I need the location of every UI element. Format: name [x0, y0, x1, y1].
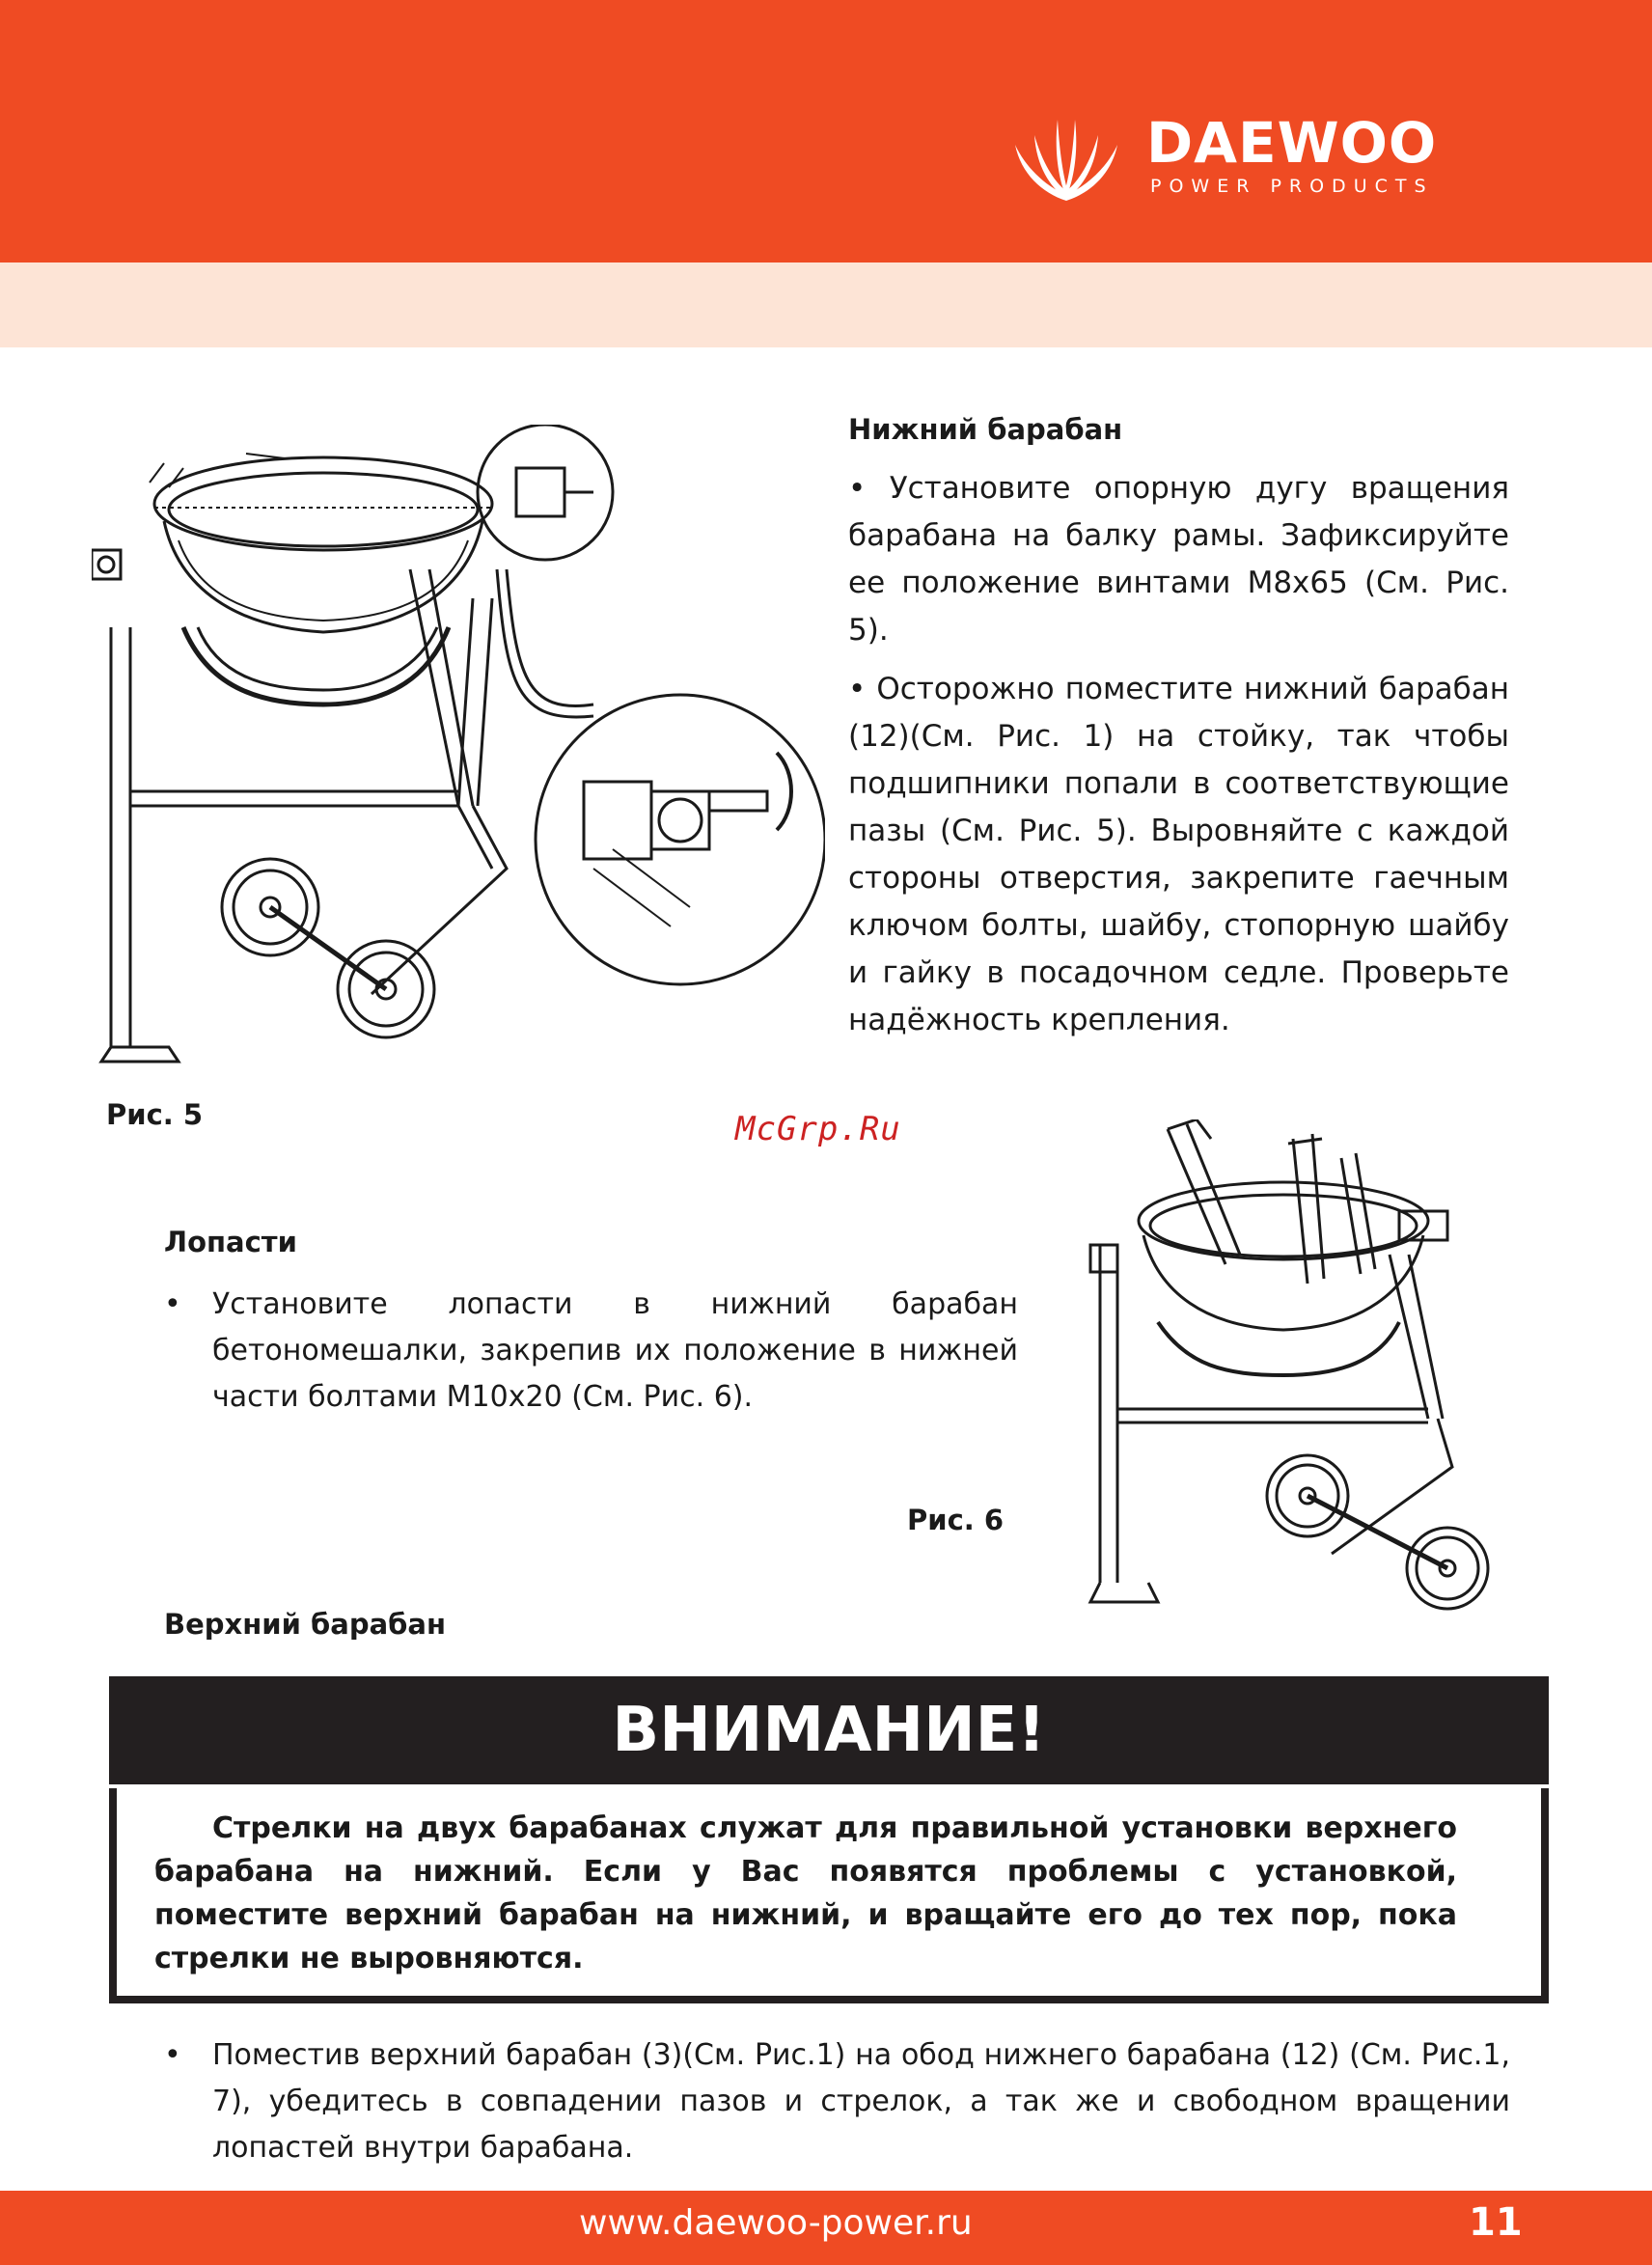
header-sub-band [0, 262, 1652, 347]
lower-drum-paragraph-2: • Осторожно поместите нижний барабан (12)(См. Рис. 1) на стойку, так чтобы подшипники попали в соответствующие пазы (См. Рис. 5). Выровняйте с каждой стороны отверстия, закрепите гаечным ключом болты, шайбу, стопорную шайбу и гайку в посадочном седле. Проверьте надёжность крепления. [848, 672, 1509, 1037]
blades-bullet-item [164, 1282, 1018, 1426]
daewoo-fan-icon [1004, 106, 1129, 203]
page-number: 11 [1469, 2200, 1523, 2245]
logo-wordmark: DAEWOO [1146, 110, 1438, 176]
upper-drum-heading: Верхний барабан [164, 1608, 447, 1641]
final-bullet-text: Поместив верхний барабан (3)(См. Рис.1) на обод нижнего барабана (12) (См. Рис.1, 7), убедитесь в совпадении пазов и стрелок, а так же и свободном вращении лопастей внутри барабана. [212, 2038, 1510, 2165]
lower-drum-paragraph-1: • Установите опорную дугу вращения барабана на балку рамы. Зафиксируйте ее положение винтами М8х65 (См. Рис. 5). [848, 471, 1509, 648]
figure-5-caption: Рис. 5 [106, 1098, 204, 1131]
logo-subtitle: POWER PRODUCTS [1150, 176, 1434, 197]
daewoo-logo [1004, 106, 1486, 203]
bullet-marker: • [164, 1287, 181, 1321]
final-bullet-item [164, 2032, 1510, 2177]
warning-text: Стрелки на двух барабанах служат для правильной установки верхнего барабана на нижний. Если у Вас появятся проблемы с установкой, поместите верхний барабан на нижний, и вращайте его до тех пор, пока стрелки не выровняются. [154, 1811, 1457, 1975]
figure-6-illustration [1071, 1119, 1525, 1631]
figure-6-caption: Рис. 6 [907, 1504, 1005, 1536]
blades-heading: Лопасти [164, 1226, 297, 1258]
blades-text: Установите лопасти в нижний барабан бетономешалки, закрепив их положение в нижней части болтами М10х20 (См. Рис. 6). [212, 1287, 1018, 1414]
bullet-marker: • [164, 2038, 181, 2072]
lower-drum-heading: Нижний барабан [848, 413, 1123, 446]
watermark: McGrp.Ru [735, 1110, 901, 1148]
figure-5-illustration [92, 425, 825, 1081]
warning-title: ВНИМАНИЕ! [109, 1676, 1549, 1784]
footer-website-link[interactable]: www.daewoo-power.ru [579, 2203, 973, 2243]
